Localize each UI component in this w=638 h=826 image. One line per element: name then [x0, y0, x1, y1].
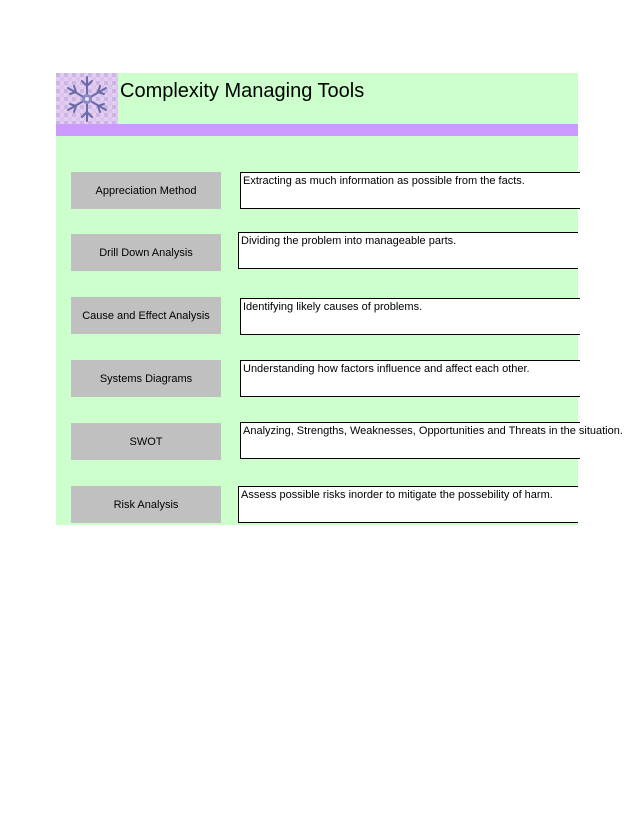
appreciation-method-button[interactable]: Appreciation Method [71, 172, 221, 209]
drill-down-analysis-button[interactable]: Drill Down Analysis [71, 234, 221, 271]
page-title: Complexity Managing Tools [120, 80, 365, 102]
swot-description: Analyzing, Strengths, Weaknesses, Opportunities and Threats in the situation. [240, 422, 580, 459]
systems-diagrams-description: Understanding how factors influence and affect each other. [240, 360, 580, 397]
drill-down-analysis-description: Dividing the problem into manageable parts. [238, 232, 578, 269]
systems-diagrams-button[interactable]: Systems Diagrams [71, 360, 221, 397]
cause-and-effect-analysis-description: Identifying likely causes of problems. [240, 298, 580, 335]
snowflake-icon [56, 73, 118, 125]
cause-and-effect-analysis-button[interactable]: Cause and Effect Analysis [71, 297, 221, 334]
risk-analysis-button[interactable]: Risk Analysis [71, 486, 221, 523]
risk-analysis-description: Assess possible risks inorder to mitigate the possebility of harm. [238, 486, 578, 523]
appreciation-method-description: Extracting as much information as possible from the facts. [240, 172, 580, 209]
header-stripe [56, 124, 578, 136]
swot-button[interactable]: SWOT [71, 423, 221, 460]
